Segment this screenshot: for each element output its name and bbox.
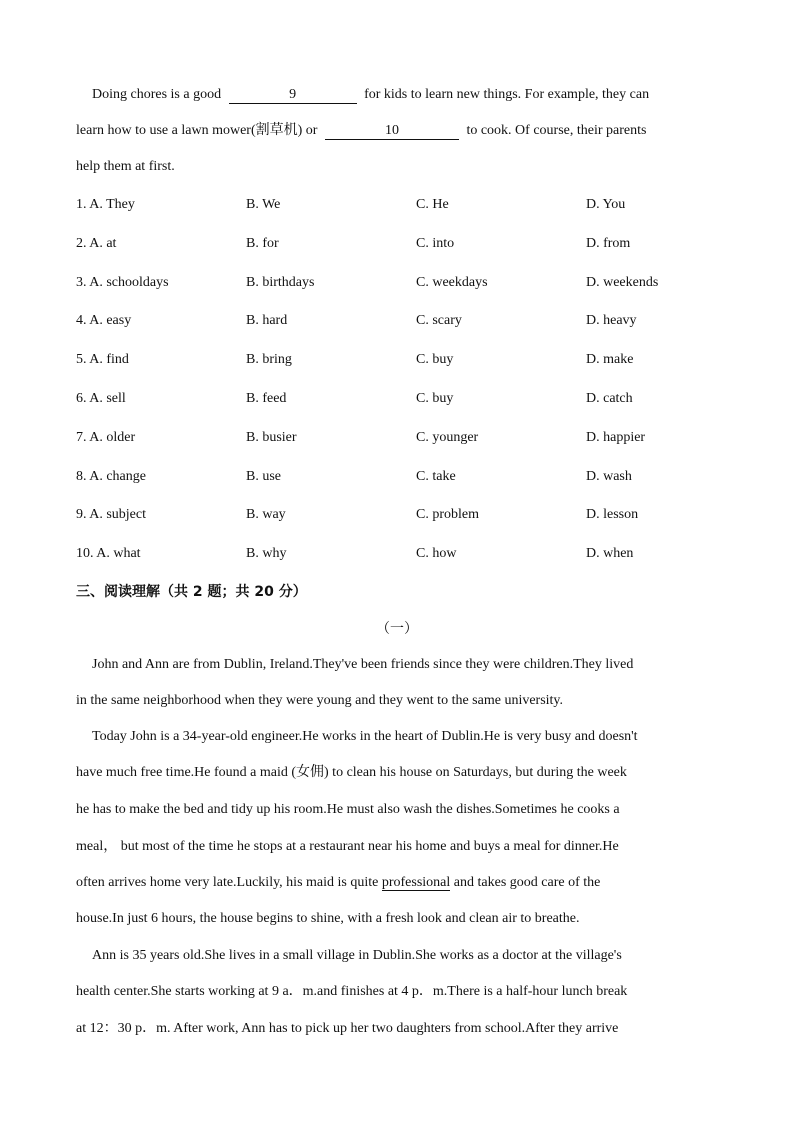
passage-line: Ann is 35 years old.She lives in a small village in Dublin.She works as a doctor at the village's (92, 948, 622, 963)
option-b: B. We (246, 197, 281, 212)
option-a: 5. A. find (76, 352, 129, 367)
intro-line-3: help them at first. (76, 159, 175, 174)
option-b: B. hard (246, 313, 288, 328)
intro-text: Doing chores is a good (92, 87, 222, 102)
section-title: 三、阅读理解（共 2 题；共 20 分） (76, 584, 307, 600)
option-d: D. from (586, 236, 631, 251)
option-d: D. lesson (586, 507, 639, 522)
option-d: D. make (586, 352, 634, 367)
passage-line: at 12：30 p．m. After work, Ann has to pick up her two daughters from school.After they arrive (76, 1021, 619, 1036)
option-b: B. birthdays (246, 275, 315, 290)
option-c: C. into (416, 236, 455, 251)
intro-line-2 (76, 122, 646, 140)
passage-line: he has to make the bed and tidy up his room.He must also wash the dishes.Sometimes he cooks a (76, 802, 620, 817)
passage-text: and takes good care of the (453, 875, 601, 890)
option-a: 8. A. change (76, 469, 146, 484)
option-a: 7. A. older (76, 430, 136, 445)
passage-line: meal， but most of the time he stops at a restaurant near his home and buys a meal for dinner.He (76, 839, 619, 854)
passage-line: house.In just 6 hours, the house begins to shine, with a fresh look and clean air to breathe. (76, 911, 580, 926)
passage-line: health center.She starts working at 9 a．m.and finishes at 4 p．m.There is a half-hour lunch break (76, 984, 628, 999)
option-d: D. You (586, 197, 626, 212)
option-a: 2. A. at (76, 236, 117, 251)
intro-text: for kids to learn new things. For example, they can (364, 87, 650, 102)
passage-number: （一） (376, 621, 418, 637)
option-b: B. for (246, 236, 279, 251)
option-a: 10. A. what (76, 546, 141, 561)
option-a: 3. A. schooldays (76, 275, 169, 290)
passage-line: have much free time.He found a maid (女佣) to clean his house on Saturdays, but during the week (76, 765, 627, 780)
option-c: C. scary (416, 313, 462, 328)
option-c: C. problem (416, 507, 479, 522)
blank-9: 9 (229, 87, 357, 104)
option-a: 4. A. easy (76, 313, 132, 328)
option-c: C. take (416, 469, 456, 484)
option-d: D. when (586, 546, 634, 561)
option-b: B. feed (246, 391, 287, 406)
intro-line-1 (92, 86, 649, 104)
option-a: 9. A. subject (76, 507, 146, 522)
passage-line (76, 874, 600, 892)
option-c: C. buy (416, 391, 454, 406)
passage-line: John and Ann are from Dublin, Ireland.They've been friends since they were children.They lived (92, 657, 634, 672)
option-a: 6. A. sell (76, 391, 126, 406)
option-b: B. way (246, 507, 286, 522)
option-c: C. weekdays (416, 275, 488, 290)
option-b: B. use (246, 469, 281, 484)
option-d: D. heavy (586, 313, 637, 328)
option-d: D. wash (586, 469, 632, 484)
passage-line: in the same neighborhood when they were young and they went to the same university. (76, 693, 564, 708)
passage-text: often arrives home very late.Luckily, his maid is quite (76, 875, 379, 890)
blank-10: 10 (325, 123, 459, 140)
underlined-word: professional (381, 875, 451, 890)
option-b: B. why (246, 546, 287, 561)
intro-text: learn how to use a lawn mower(割草机) or (76, 123, 318, 138)
option-d: D. happier (586, 430, 646, 445)
option-c: C. buy (416, 352, 454, 367)
option-d: D. catch (586, 391, 633, 406)
intro-text: to cook. Of course, their parents (466, 123, 647, 138)
option-c: C. younger (416, 430, 479, 445)
option-d: D. weekends (586, 275, 659, 290)
option-b: B. bring (246, 352, 292, 367)
option-b: B. busier (246, 430, 297, 445)
option-c: C. how (416, 546, 457, 561)
passage-line: Today John is a 34-year-old engineer.He works in the heart of Dublin.He is very busy and doesn't (92, 729, 638, 744)
option-c: C. He (416, 197, 449, 212)
option-a: 1. A. They (76, 197, 135, 212)
